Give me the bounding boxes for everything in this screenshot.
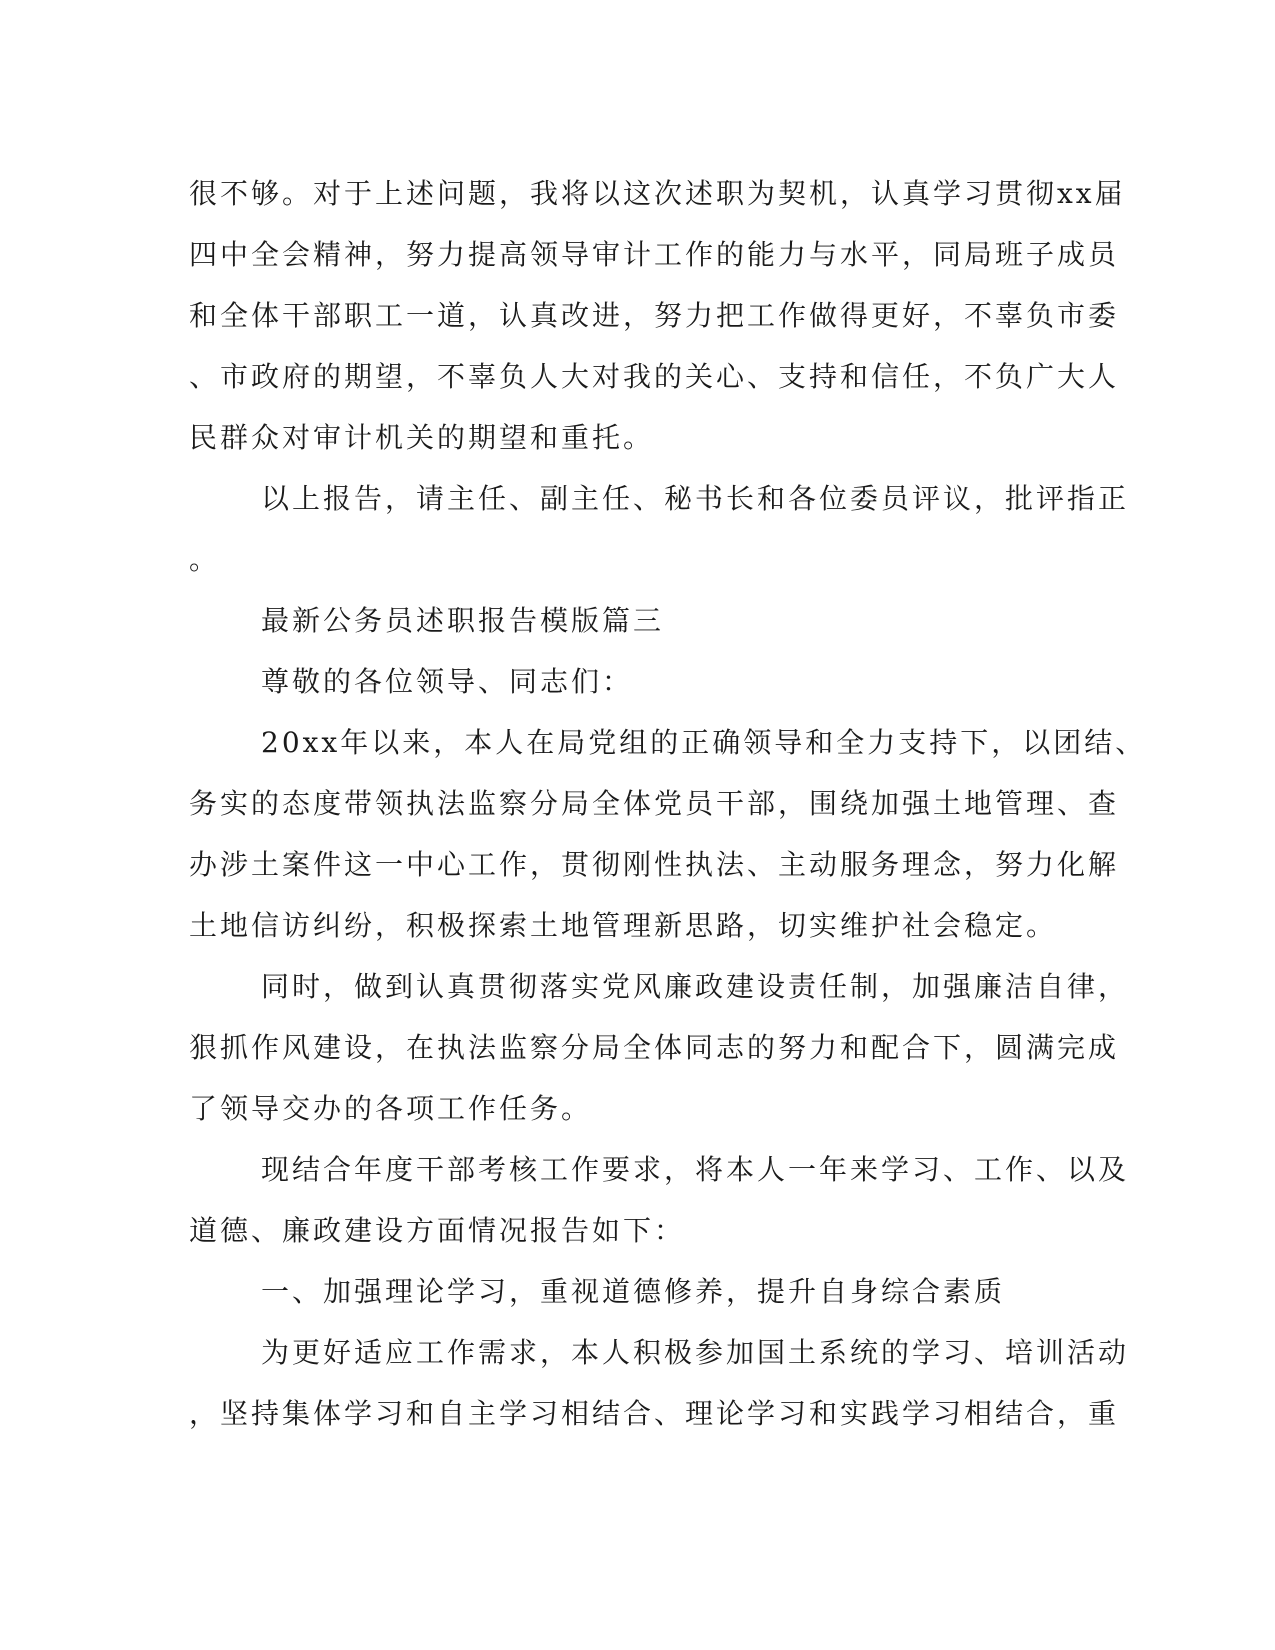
text-line: 和全体干部职工一道，认真改进，努力把工作做得更好，不辜负市委: [189, 299, 1120, 332]
text-line: 务实的态度带领执法监察分局全体党员干部，围绕加强土地管理、查: [189, 787, 1120, 820]
text-line: 。: [189, 543, 221, 576]
text-line: ，坚持集体学习和自主学习相结合、理论学习和实践学习相结合，重: [189, 1397, 1120, 1430]
text-line: 尊敬的各位领导、同志们：: [261, 665, 634, 698]
text-line: 同时，做到认真贯彻落实党风廉政建设责任制，加强廉洁自律，: [261, 970, 1130, 1003]
text-line: 最新公务员述职报告模版篇三: [261, 604, 665, 637]
text-line: 一、加强理论学习，重视道德修养，提升自身综合素质: [261, 1275, 1006, 1308]
text-line: 为更好适应工作需求，本人积极参加国土系统的学习、培训活动: [261, 1336, 1130, 1369]
text-line: 土地信访纠纷，积极探索土地管理新思路，切实维护社会稳定。: [189, 909, 1058, 942]
text-line: 民群众对审计机关的期望和重托。: [189, 421, 655, 454]
text-line: 现结合年度干部考核工作要求，将本人一年来学习、工作、以及: [261, 1153, 1130, 1186]
text-line: 了领导交办的各项工作任务。: [189, 1092, 593, 1125]
text-line: 道德、廉政建设方面情况报告如下：: [189, 1214, 686, 1247]
text-line: 很不够。对于上述问题，我将以这次述职为契机，认真学习贯彻xx届: [189, 177, 1126, 210]
text-line: 狠抓作风建设，在执法监察分局全体同志的努力和配合下，圆满完成: [189, 1031, 1120, 1064]
text-line: 以上报告，请主任、副主任、秘书长和各位委员评议，批评指正: [261, 482, 1130, 515]
text-line: 、市政府的期望，不辜负人大对我的关心、支持和信任，不负广大人: [189, 360, 1120, 393]
text-line: 四中全会精神，努力提高领导审计工作的能力与水平，同局班子成员: [189, 238, 1120, 271]
text-line: 办涉土案件这一中心工作，贯彻刚性执法、主动服务理念，努力化解: [189, 848, 1120, 881]
document-body: [189, 163, 1147, 1444]
text-line: 20xx年以来，本人在局党组的正确领导和全力支持下，以团结、: [261, 726, 1147, 759]
